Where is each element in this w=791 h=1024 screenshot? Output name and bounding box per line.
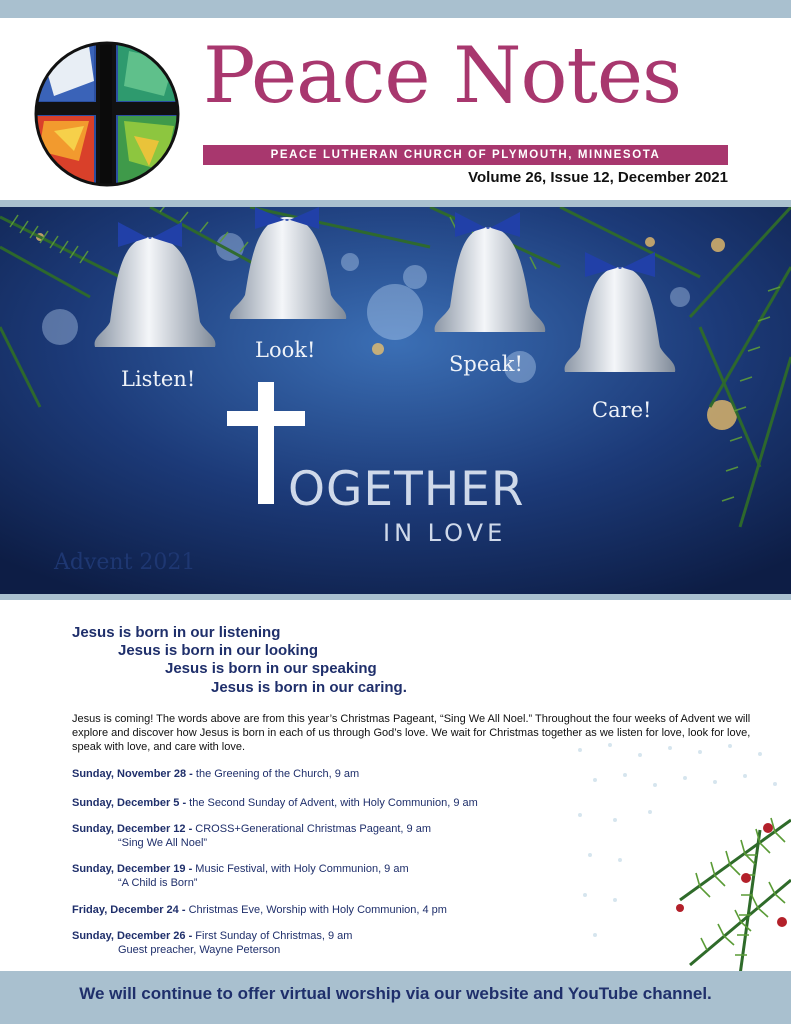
footer-message: We will continue to offer virtual worship via our website and YouTube channel.	[79, 984, 712, 1003]
schedule-item	[72, 822, 632, 850]
schedule-item	[72, 767, 632, 781]
refrain-line: Jesus is born in our caring.	[211, 679, 407, 696]
newsletter-title: Peace Notes	[203, 31, 682, 121]
divider-band	[0, 594, 791, 600]
advent-label: Advent 2021	[54, 550, 196, 575]
schedule-desc: Music Festival, with Holy Communion, 9 am	[192, 863, 409, 875]
schedule-item	[72, 929, 632, 957]
schedule-desc: CROSS+Generational Christmas Pageant, 9 am	[192, 823, 431, 835]
schedule-date: Sunday, December 5 -	[72, 797, 187, 809]
refrain-line: Jesus is born in our looking	[118, 642, 319, 659]
schedule-subtitle: Guest preacher, Wayne Peterson	[118, 944, 281, 956]
banner-word-care: Care!	[592, 398, 652, 422]
refrain-line: Jesus is born in our listening	[72, 624, 281, 641]
schedule-date: Friday, December 24 -	[72, 904, 186, 916]
together-heading: OGETHER	[288, 462, 525, 517]
schedule-date: Sunday, November 28 -	[72, 768, 193, 780]
church-name-bar: PEACE LUTHERAN CHURCH OF PLYMOUTH, MINNESOTA	[203, 145, 728, 165]
refrain-line: Jesus is born in our speaking	[165, 660, 377, 677]
masthead	[0, 18, 791, 202]
schedule-date: Sunday, December 19 -	[72, 863, 193, 875]
schedule-desc: the Second Sunday of Advent, with Holy Communion, 9 am	[186, 797, 478, 809]
issue-line: Volume 26, Issue 12, December 2021	[468, 169, 728, 186]
schedule-date: Sunday, December 26 -	[72, 930, 193, 942]
advent-banner	[0, 207, 791, 595]
banner-word-speak: Speak!	[449, 352, 523, 376]
intro-paragraph: Jesus is coming! The words above are from this year’s Christmas Pageant, “Sing We All Noel.” Throughout the four weeks of Advent we will explore and discover how Jesus is born in each of us through God’s love. We wait for Christmas together as we listen for love, look for love, speak with love, and care with love.	[72, 713, 751, 753]
schedule-item	[72, 903, 632, 917]
schedule-subtitle: “A Child is Born”	[118, 877, 198, 889]
banner-word-listen: Listen!	[121, 367, 196, 391]
schedule-subtitle: “Sing We All Noel”	[118, 837, 208, 849]
divider-band	[0, 200, 791, 207]
schedule-item	[72, 862, 632, 890]
banner-word-look: Look!	[255, 338, 316, 362]
schedule-desc: Christmas Eve, Worship with Holy Communion, 4 pm	[185, 904, 447, 916]
top-band	[0, 0, 791, 18]
schedule-item	[72, 796, 632, 810]
schedule-date: Sunday, December 12 -	[72, 823, 193, 835]
schedule-desc: First Sunday of Christmas, 9 am	[192, 930, 353, 942]
schedule-desc: the Greening of the Church, 9 am	[192, 768, 360, 780]
in-love-heading: IN LOVE	[383, 519, 507, 547]
stained-glass-cross-logo	[34, 41, 180, 187]
